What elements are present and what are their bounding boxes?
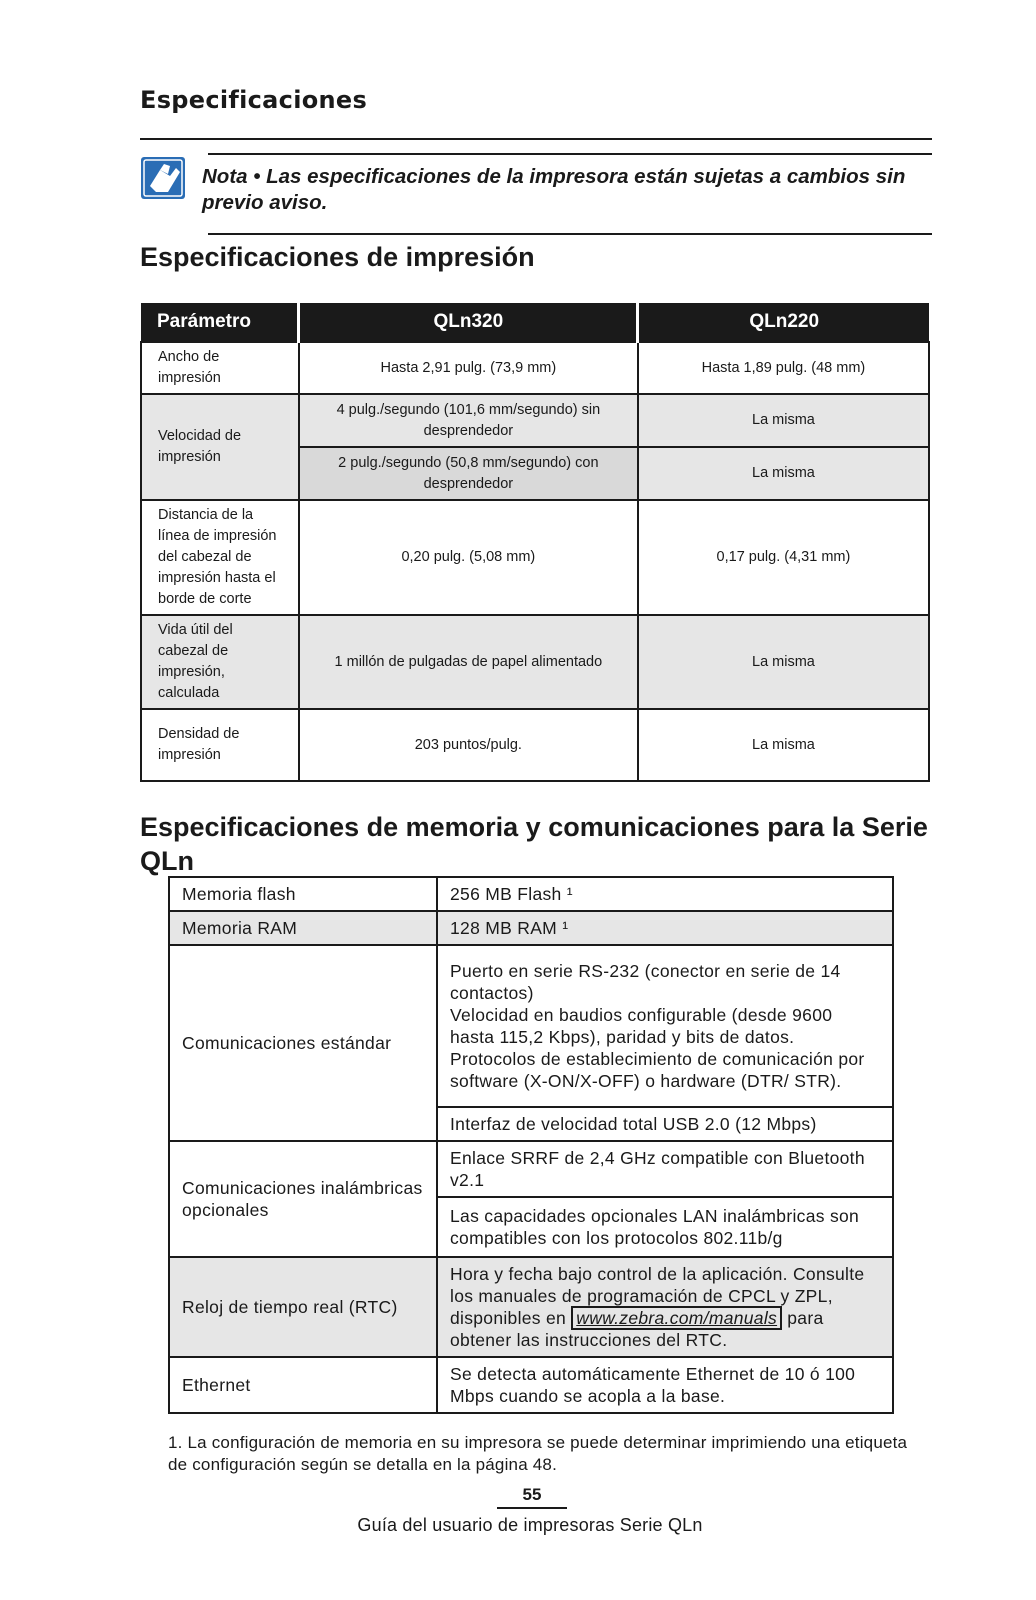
print-specs-heading: Especificaciones de impresión xyxy=(140,242,535,272)
note-hand-icon xyxy=(140,156,188,202)
value-cell: 0,20 pulg. (5,08 mm) xyxy=(299,500,638,615)
footnote: 1. La configuración de memoria en su impresora se puede determinar imprimiendo una etiqueta de configuración según se detalla en la página 48. xyxy=(168,1433,908,1474)
value-cell: La misma xyxy=(638,394,929,447)
note-top-rule xyxy=(208,153,932,155)
memory-comm-heading: Especificaciones de memoria y comunicaciones para la Serie QLn xyxy=(140,812,928,876)
value-cell: Enlace SRRF de 2,4 GHz compatible con Bluetooth v2.1 xyxy=(437,1141,893,1197)
value-cell: 128 MB RAM ¹ xyxy=(437,911,893,945)
page-title: Especificaciones xyxy=(140,86,368,114)
manuals-link[interactable]: www.zebra.com/manuals xyxy=(571,1306,782,1330)
param-cell: Vida útil del cabezal de impresión, calculada xyxy=(141,615,299,709)
memory-comm-table xyxy=(168,876,894,1414)
print-specs-table xyxy=(140,303,930,782)
table-header-row xyxy=(141,303,929,342)
table-row xyxy=(141,500,929,615)
param-cell: Densidad de impresión xyxy=(141,709,299,781)
value-cell: 256 MB Flash ¹ xyxy=(437,877,893,911)
table-row xyxy=(169,1357,893,1413)
footer-text: Guía del usuario de impresoras Serie QLn xyxy=(357,1515,703,1535)
param-cell: Ancho de impresión xyxy=(141,342,299,394)
table-row xyxy=(141,394,929,447)
value-cell: 4 pulg./segundo (101,6 mm/segundo) sin desprendedor xyxy=(299,394,638,447)
table-row xyxy=(141,709,929,781)
param-cell: Comunicaciones estándar xyxy=(169,945,437,1141)
param-cell: Memoria flash xyxy=(169,877,437,911)
title-rule xyxy=(140,138,932,140)
column-header: Parámetro xyxy=(141,303,299,342)
note-text: Nota • Las especificaciones de la impresora están sujetas a cambios sin previo aviso. xyxy=(202,165,906,214)
value-cell: La misma xyxy=(638,447,929,500)
value-cell: La misma xyxy=(638,615,929,709)
value-cell: Hasta 1,89 pulg. (48 mm) xyxy=(638,342,929,394)
value-cell: Las capacidades opcionales LAN inalámbricas son compatibles con los protocolos 802.11b/g xyxy=(437,1197,893,1257)
serial-port-text: Puerto en serie RS-232 (conector en serie de 14 contactos) xyxy=(450,961,841,1003)
param-cell: Memoria RAM xyxy=(169,911,437,945)
value-cell: La misma xyxy=(638,709,929,781)
rtc-text: Hora y fecha bajo control de la aplicación. Consulte los manuales de programación de CPCL y ZPL, disponibles en xyxy=(450,1264,865,1328)
column-header: QLn220 xyxy=(638,303,929,342)
baud-rate-text: Velocidad en baudios configurable (desde 9600 hasta 115,2 Kbps), paridad y bits de datos. xyxy=(450,1005,833,1047)
column-header: QLn320 xyxy=(299,303,638,342)
value-cell: 2 pulg./segundo (50,8 mm/segundo) con desprendedor xyxy=(299,447,638,500)
table-row xyxy=(169,911,893,945)
table-row xyxy=(141,615,929,709)
value-cell xyxy=(437,945,893,1107)
table-row xyxy=(169,1257,893,1357)
param-cell: Distancia de la línea de impresión del cabezal de impresión hasta el borde de corte xyxy=(141,500,299,615)
value-cell: 1 millón de pulgadas de papel alimentado xyxy=(299,615,638,709)
param-cell: Velocidad de impresión xyxy=(141,394,299,500)
value-cell: 203 puntos/pulg. xyxy=(299,709,638,781)
param-cell: Comunicaciones inalámbricas opcionales xyxy=(169,1141,437,1257)
note-bottom-rule xyxy=(208,233,932,235)
value-cell: Se detecta automáticamente Ethernet de 10 ó 100 Mbps cuando se acopla a la base. xyxy=(437,1357,893,1413)
rtc-text-end: para obtener las instrucciones del RTC. xyxy=(450,1308,824,1350)
param-cell: Ethernet xyxy=(169,1357,437,1413)
value-cell: Interfaz de velocidad total USB 2.0 (12 Mbps) xyxy=(437,1107,893,1141)
table-row xyxy=(169,945,893,1107)
handshake-text: Protocolos de establecimiento de comunicación por software (X-ON/X-OFF) o hardware (DTR/ STR). xyxy=(450,1049,865,1091)
table-row xyxy=(169,1141,893,1197)
value-cell: 0,17 pulg. (4,31 mm) xyxy=(638,500,929,615)
param-cell: Reloj de tiempo real (RTC) xyxy=(169,1257,437,1357)
value-cell xyxy=(437,1257,893,1357)
table-row xyxy=(141,342,929,394)
value-cell: Hasta 2,91 pulg. (73,9 mm) xyxy=(299,342,638,394)
page-number-rule xyxy=(497,1507,567,1509)
table-row xyxy=(169,877,893,911)
page-number: 55 xyxy=(522,1485,542,1504)
